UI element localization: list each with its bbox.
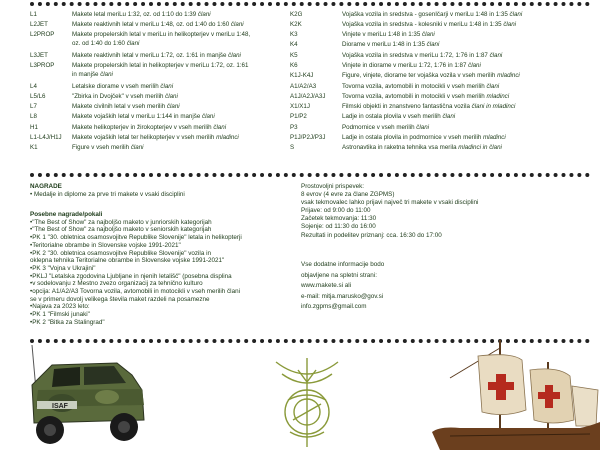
special-award-line: se v primeru dovolj velikega števila maket razdeli na posamezne — [30, 295, 210, 303]
category-desc: "Zbirka in Dvojček" v vseh merilih člani — [72, 93, 178, 100]
special-award-line: •PK 2 "Bitka za Stalingrad" — [30, 318, 105, 326]
category-desc: Ladje in ostala plovila in podmornice v vseh merilih mladinci — [342, 134, 506, 141]
category-tag: člani — [426, 41, 440, 48]
category-code: A1J/A2J/A3J — [290, 93, 326, 100]
category-code: K5 — [290, 52, 298, 59]
info-section — [301, 260, 591, 313]
category-desc: Tovorna vozila, avtomobili in motocikli v vseh merilih mladinci — [342, 93, 510, 100]
category-tag: člani — [509, 11, 523, 18]
category-desc: Letalske diorame v vseh merilih člani — [72, 83, 174, 90]
category-tag: mladinci — [483, 134, 506, 141]
judging-time: Sojenje: od 11:30 do 16:00 — [301, 223, 376, 231]
category-desc: Diorame v meriLu 1:48 in 1:35 člani — [342, 41, 440, 48]
category-code: L2JET — [30, 21, 48, 28]
category-tag: člani — [160, 83, 174, 90]
awards-section — [30, 183, 285, 198]
categories-left — [30, 11, 288, 151]
category-desc: Ladje in ostala plovila v vseh merilih člani — [342, 113, 456, 120]
category-desc: Vinjete v meriLu 1:48 in 1:35 člani — [342, 31, 435, 38]
category-desc: Makete propelerskih letal in helikopterjev v meriLu 1:72, oz. 1:61 — [72, 62, 249, 69]
special-award-line: oklepna tehnika Teritorialne obrambe in Slovenske vojske 1991-2021" — [30, 257, 225, 265]
category-tag: člani — [100, 71, 113, 78]
category-tag: mladinci in člani — [458, 144, 502, 151]
fee-rule: vsak tekmovalec lahko prijavi največ tri makete v vsaki disciplini — [301, 199, 479, 207]
category-desc: Vojaška vozila in sredstva v meriLu 1:72, 1:76 in 1:87 člani — [342, 52, 503, 59]
category-desc: in manjše člani — [72, 71, 113, 78]
fee-title: Prostovoljni prispevek: — [301, 183, 364, 190]
special-award-line: •PK 3 "Vojna v Ukrajini" — [30, 264, 96, 272]
category-code: L7 — [30, 103, 37, 110]
vehicle-marking: ISAF — [52, 403, 68, 410]
compass-emblem-logo — [268, 352, 346, 450]
category-tag: mladinci — [486, 93, 510, 100]
category-tag: člani — [230, 21, 244, 28]
email-link[interactable]: e-mail: mitja.marusko@gov.si — [301, 292, 384, 300]
fee-schedule-section — [301, 183, 591, 240]
category-code: L1-L4J/H1J — [30, 134, 62, 141]
category-code: K3 — [290, 31, 298, 38]
category-code: K2G — [290, 11, 303, 18]
dotted-divider-middle — [30, 173, 590, 177]
category-code: P3 — [290, 124, 298, 131]
category-tag: člani — [489, 52, 503, 59]
special-award-line: •PK 1 "30. obletnica osamosvojitve Republike Slovenije" letala in helikopterji — [30, 234, 242, 242]
category-desc: Figure v vseh merilih člani — [72, 144, 144, 151]
category-code: K6 — [290, 62, 298, 69]
category-tag: člani — [166, 103, 180, 110]
category-code: S — [290, 144, 295, 151]
special-award-line: •v sodelovanju z Mestno zvezo organizacij za tehnično kulturo — [30, 280, 203, 288]
awards-line: • Medalje in diplome za prve tri makete v vsaki disciplini — [30, 190, 185, 198]
category-code: A1/A2/A3 — [290, 83, 317, 90]
category-code: K1 — [30, 144, 38, 151]
special-award-line: •"The Best of Show" za najboljšo maketo v seniorskih kategorijah — [30, 226, 212, 234]
military-vehicle-image — [22, 345, 157, 450]
category-code: L1 — [30, 11, 37, 18]
category-tag: člani — [486, 83, 500, 90]
category-tag: člani — [468, 62, 481, 69]
category-tag: člani — [442, 113, 456, 120]
category-tag: člani — [503, 21, 517, 28]
category-code: P1/P2 — [290, 113, 307, 120]
category-desc: Figure, vinjete, diorame ter vojaška vozila v vseh merilih mladinci — [342, 72, 520, 79]
category-code: L4 — [30, 83, 37, 90]
info-line: objavljene na spletni strani: — [301, 271, 377, 279]
special-award-line: •"The Best of Show" za najboljšo maketo v junriorskih kategorijah — [30, 218, 212, 226]
category-code: K2K — [290, 21, 302, 28]
category-desc: Makete vojaških letal v meriLu 1:144 in manjše člani — [72, 113, 215, 120]
category-code: L2PROP — [30, 31, 55, 38]
competition-start: Začetek tekmovanja: 11:30 — [301, 215, 377, 223]
category-tag: člani in mladinci — [471, 103, 516, 110]
category-desc: Makete letal meriLu 1:32, oz. od 1:10 do 1:39 člani — [72, 11, 211, 18]
sailing-ship-image — [430, 340, 600, 450]
category-tag: člani — [126, 40, 140, 47]
dotted-divider-top — [30, 2, 590, 6]
category-code: L5/L6 — [30, 93, 46, 100]
category-desc: Vojaška vozila in sredstva - gosenIčarji v meriLu 1:48 in 1:35 člani — [342, 11, 523, 18]
category-desc: Vojaška vozila in sredstva - kolesniki v meriLu 1:48 in 1:35 člani — [342, 21, 517, 28]
special-award-line: •Najava za 2023 leto: — [30, 303, 90, 311]
special-award-line: •PK 1 "Filmski junaki" — [30, 311, 90, 319]
awards-title: NAGRADE — [30, 183, 62, 190]
category-tag: člani — [416, 124, 430, 131]
special-award-line: •PK 2 "30. obletnica osamosvojitve Republike Slovenije" vozila in — [30, 249, 211, 257]
category-tag: člani — [422, 31, 435, 38]
category-tag: člani — [213, 124, 227, 131]
category-desc: Makete civilnih letal v vseh merilih člani — [72, 103, 180, 110]
category-tag: mladinci — [216, 134, 239, 141]
category-desc: Filmski objekti in znanstveno fantastična vozila člani in mladinci — [342, 103, 516, 110]
category-code: L8 — [30, 113, 37, 120]
email-link[interactable]: info.zgpms@gmail.com — [301, 303, 367, 310]
category-tag: člani — [130, 144, 144, 151]
categories-right — [290, 11, 590, 151]
results-time: Rezultati in podelitev priznanj: cca. 16:30 do 17:00 — [301, 231, 442, 239]
category-desc: Makete propelerskih letal v meriLu in helikopterjev v meriLu 1:48, — [72, 31, 251, 38]
category-desc: Astronavtika in raketna tehnika vsa merila mladinci in člani — [342, 144, 502, 151]
category-code: L3JET — [30, 52, 48, 59]
category-code: K4 — [290, 41, 298, 48]
special-awards-section — [30, 211, 285, 327]
category-tag: člani — [197, 11, 211, 18]
category-desc: Makete vojaških letal ter helikopterjev v vseh merilih mladinci — [72, 134, 239, 141]
category-code: K1J-K4J — [290, 72, 314, 79]
category-desc: oz. od 1:40 do 1:60 člani — [72, 40, 140, 47]
category-code: P1J/P2J/P3J — [290, 134, 326, 141]
special-award-line: •opcija: A1/A2/A3 Tovorna vozila, avtomobili in motocikli v vseh merilih člani — [30, 288, 240, 296]
category-desc: Makete reaktivnih letal v meriLu 1:48, oz. od 1:40 do 1:60 člani — [72, 21, 244, 28]
category-desc: Vinjete in diorame v meriLu 1:72, 1:76 in 1:87 člani — [342, 62, 481, 69]
fee-amount: 8 evrov (4 evre za člane ZGPMS) — [301, 191, 395, 199]
category-tag: člani — [228, 52, 241, 59]
category-tag: člani — [165, 93, 178, 100]
category-code: L3PROP — [30, 62, 55, 69]
category-code: H1 — [30, 124, 38, 131]
special-award-line: •Teritorialne obrambe in Slovenske vojske 1991-2021" — [30, 241, 181, 249]
category-tag: mladinci — [497, 72, 520, 79]
category-code: X1/X1J — [290, 103, 310, 110]
category-desc: Makete helikopterjev in žirokopterjev v vseh merilih člani — [72, 124, 227, 131]
special-award-line: •PKLJ "Letalska zgodovina Ljubljane in njenih letališč" (posebna displina — [30, 272, 232, 280]
category-tag: člani — [202, 113, 215, 120]
registration-time: Prijave: od 9:00 do 11:00 — [301, 207, 371, 215]
category-desc: Podmornice v vseh merilih člani — [342, 124, 430, 131]
category-desc: Makete reaktivnih letal v meriLu 1:72, oz. 1:61 in manjše člani — [72, 52, 241, 59]
category-desc: Tovorna vozila, avtomobili in motocikli v vseh merilih člani — [342, 83, 500, 90]
website-link[interactable]: www.makete.si ali — [301, 282, 352, 289]
info-line: Vse dodatne informacije bodo — [301, 261, 385, 268]
special-awards-title: Posebne nagrade/pokali — [30, 211, 103, 218]
